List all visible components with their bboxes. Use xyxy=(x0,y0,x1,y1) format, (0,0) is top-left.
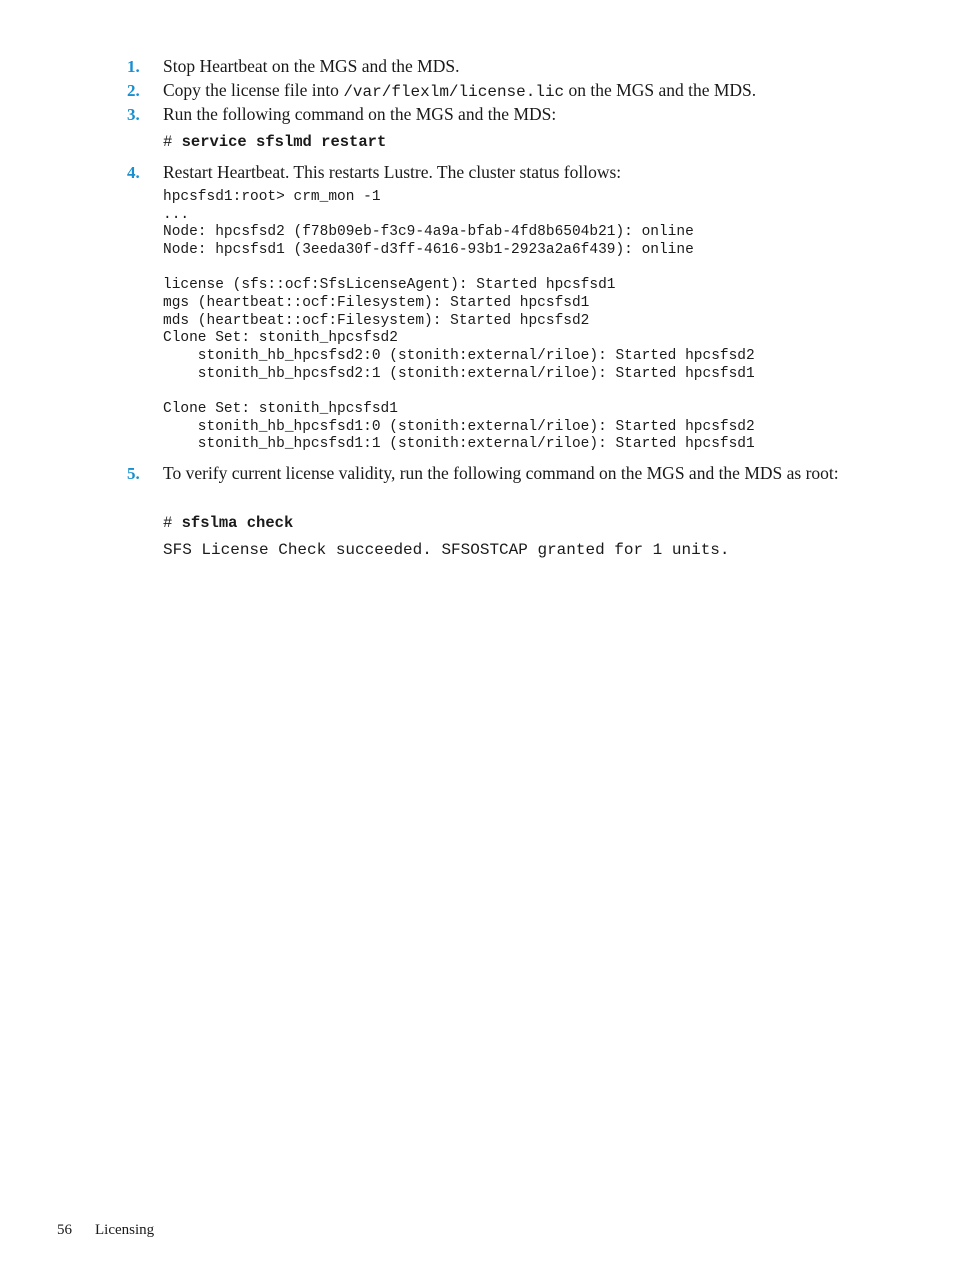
command-text: service sfslmd restart xyxy=(181,133,387,151)
page-number: 56 xyxy=(57,1222,72,1238)
step-number: 2. xyxy=(127,81,140,100)
cluster-status-output: hpcsfsd1:root> crm_mon -1 ... Node: hpcsfsd2 (f78b09eb-f3c9-4a9a-bfab-4fd8b6504b21): online Node: hpcsfsd1 (3eeda30f-d3ff-4616-93b1-2923a2a6f439): online license (sfs::ocf:SfsLicenseAgent): Started hpcsfsd1 mgs (heartbeat::ocf:Filesystem): Started hpcsfsd1 mds (heartbeat::ocf:Filesystem): Started hpcsfsd2 Clone Set: stonith_hpcsfsd2 stonith_hb_hpcsfsd2:0 (stonith:external/riloe): Started hpcsfsd2 stonith_hb_hpcsfsd2:1 (stonith:external/riloe): Started hpcsfsd1 Clone Set: stonith_hpcsfsd1 stonith_hb_hpcsfsd1:0 (stonith:external/riloe): Started hpcsfsd2 stonith_hb_hpcsfsd1:1 (stonith:external/riloe): Started hpcsfsd1 xyxy=(163,189,755,453)
step-text: Restart Heartbeat. This restarts Lustre. The cluster status follows: xyxy=(163,162,622,182)
step-number: 4. xyxy=(127,163,140,182)
command-line xyxy=(163,132,386,152)
step-text-after: on the MGS and the MDS. xyxy=(564,80,757,100)
command-output: SFS License Check succeeded. SFSOSTCAP granted for 1 units. xyxy=(163,541,730,559)
license-file-path: /var/flexlm/license.lic xyxy=(343,83,565,101)
step-number: 1. xyxy=(127,57,140,76)
shell-prompt: # xyxy=(163,514,173,532)
step-text xyxy=(163,80,873,103)
step-text: To verify current license validity, run the following command on the MGS and the MDS as root: xyxy=(163,463,839,483)
step-text: Stop Heartbeat on the MGS and the MDS. xyxy=(163,56,460,76)
step-text: Run the following command on the MGS and the MDS: xyxy=(163,104,557,124)
page-footer xyxy=(57,1222,154,1239)
section-name: Licensing xyxy=(95,1222,155,1238)
step-number: 3. xyxy=(127,105,140,124)
shell-prompt: # xyxy=(163,133,173,151)
step-text-before: Copy the license file into xyxy=(163,80,344,100)
command-text: sfslma check xyxy=(181,514,294,532)
command-line xyxy=(163,513,293,533)
step-number: 5. xyxy=(127,464,140,483)
